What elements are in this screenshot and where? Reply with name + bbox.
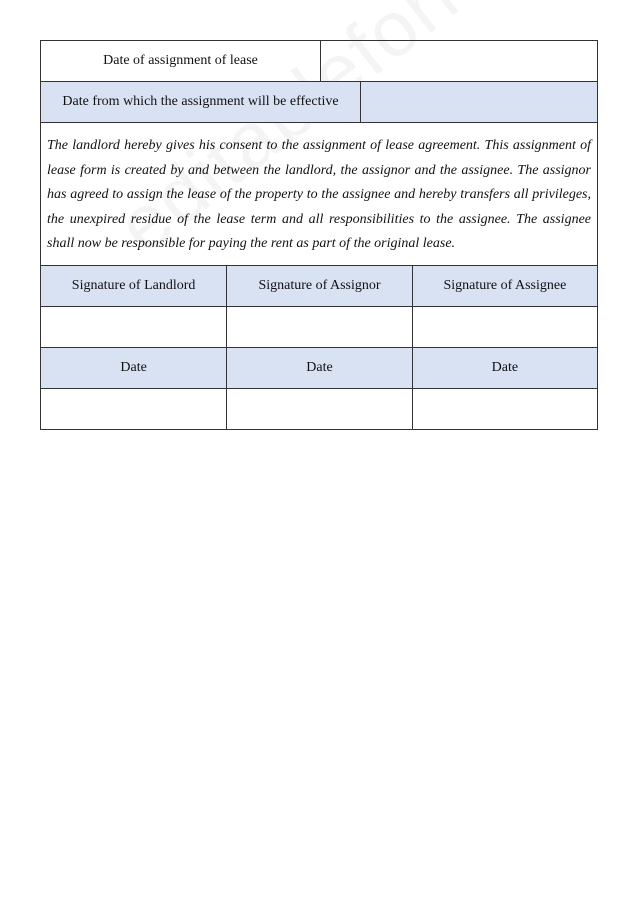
landlord-signature-field[interactable]: [41, 307, 226, 347]
assignment-date-field[interactable]: [320, 41, 597, 81]
assignor-signature-field[interactable]: [226, 307, 412, 347]
effective-date-label: Date from which the assignment will be effective: [41, 82, 360, 122]
assignment-date-row: [40, 40, 598, 82]
assignor-signature-header: Signature of Assignor: [226, 266, 412, 306]
assignee-signature-field[interactable]: [412, 307, 597, 347]
date-field-row: [40, 389, 598, 430]
landlord-date-field[interactable]: [41, 389, 226, 429]
assignee-date-header: Date: [412, 348, 597, 388]
landlord-date-header: Date: [41, 348, 226, 388]
assignor-date-field[interactable]: [226, 389, 412, 429]
assignment-date-label: Date of assignment of lease: [103, 53, 258, 68]
assignor-date-header: Date: [226, 348, 412, 388]
signature-field-row: [40, 307, 598, 348]
effective-date-field[interactable]: [360, 82, 597, 122]
assignee-signature-header: Signature of Assignee: [412, 266, 597, 306]
lease-assignment-form: [40, 40, 598, 430]
consent-paragraph: The landlord hereby gives his consent to the assignment of lease agreement. This assignment of lease form is created by and between the landlord, the assignor and the assignee. The assignor has agreed to assign the lease of the property to the assignee and hereby transfers all privileges, the unexpired residue of the lease term and all responsibilities to the assignee. The assignee shall now be responsible for paying the rent as part of the original lease.: [47, 138, 591, 251]
date-header-row: [40, 348, 598, 389]
signature-header-row: [40, 266, 598, 307]
consent-paragraph-row: [40, 123, 598, 266]
effective-date-row: [40, 82, 598, 123]
assignee-date-field[interactable]: [412, 389, 597, 429]
landlord-signature-header: Signature of Landlord: [41, 266, 226, 306]
